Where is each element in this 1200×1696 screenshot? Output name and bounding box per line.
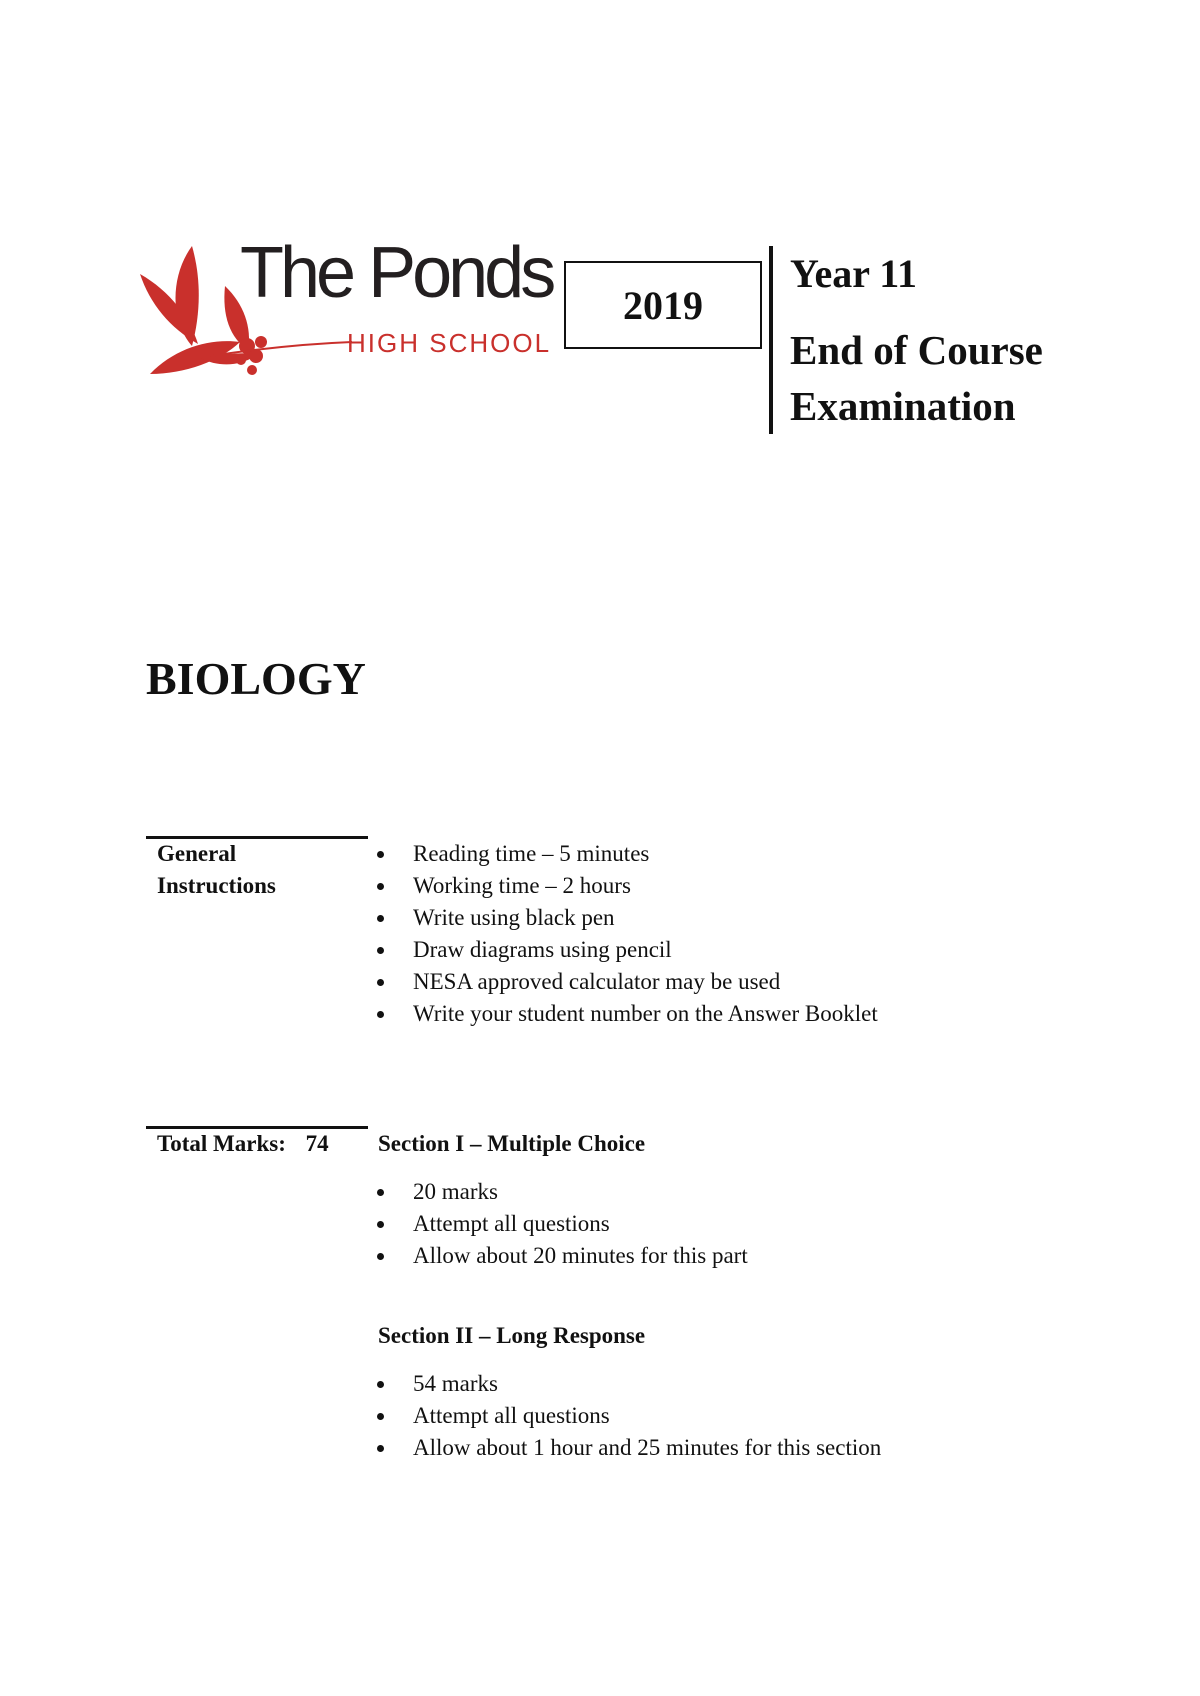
list-item: 54 marks bbox=[375, 1368, 881, 1400]
total-marks-label: Total Marks: bbox=[157, 1131, 286, 1156]
section-2-title: Section II – Long Response bbox=[378, 1323, 646, 1348]
exam-title-line-2: Examination bbox=[790, 383, 1016, 429]
list-item: Write your student number on the Answer Booklet bbox=[375, 998, 878, 1030]
list-item: Working time – 2 hours bbox=[375, 870, 878, 902]
list-item: Draw diagrams using pencil bbox=[375, 934, 878, 966]
year-level: Year 11 bbox=[790, 251, 918, 296]
list-item: Allow about 1 hour and 25 minutes for this section bbox=[375, 1432, 881, 1464]
total-marks bbox=[157, 1128, 329, 1160]
list-item: Write using black pen bbox=[375, 902, 878, 934]
heading-line-2: Instructions bbox=[157, 873, 276, 898]
list-item: Attempt all questions bbox=[375, 1400, 881, 1432]
subject-title: BIOLOGY bbox=[146, 653, 366, 704]
school-logo bbox=[140, 232, 553, 422]
heading-line-1: General bbox=[157, 841, 237, 866]
total-marks-value: 74 bbox=[305, 1131, 329, 1156]
general-instructions-heading bbox=[157, 838, 276, 902]
general-instructions-list bbox=[375, 838, 878, 1030]
section-2-list bbox=[375, 1368, 881, 1464]
list-item: NESA approved calculator may be used bbox=[375, 966, 878, 998]
exam-title-line-1: End of Course bbox=[790, 327, 1043, 373]
list-item: Attempt all questions bbox=[375, 1208, 748, 1240]
exam-year-box: 2019 bbox=[564, 261, 762, 349]
logo-school-name: The Ponds bbox=[240, 233, 553, 313]
header-divider bbox=[769, 246, 773, 434]
section-1-title: Section I – Multiple Choice bbox=[378, 1131, 646, 1156]
section-1-list bbox=[375, 1176, 748, 1272]
exam-title bbox=[790, 322, 1043, 434]
list-item: Allow about 20 minutes for this part bbox=[375, 1240, 748, 1272]
list-item: 20 marks bbox=[375, 1176, 748, 1208]
list-item: Reading time – 5 minutes bbox=[375, 838, 878, 870]
logo-school-subtitle: HIGH SCHOOL bbox=[347, 328, 552, 358]
